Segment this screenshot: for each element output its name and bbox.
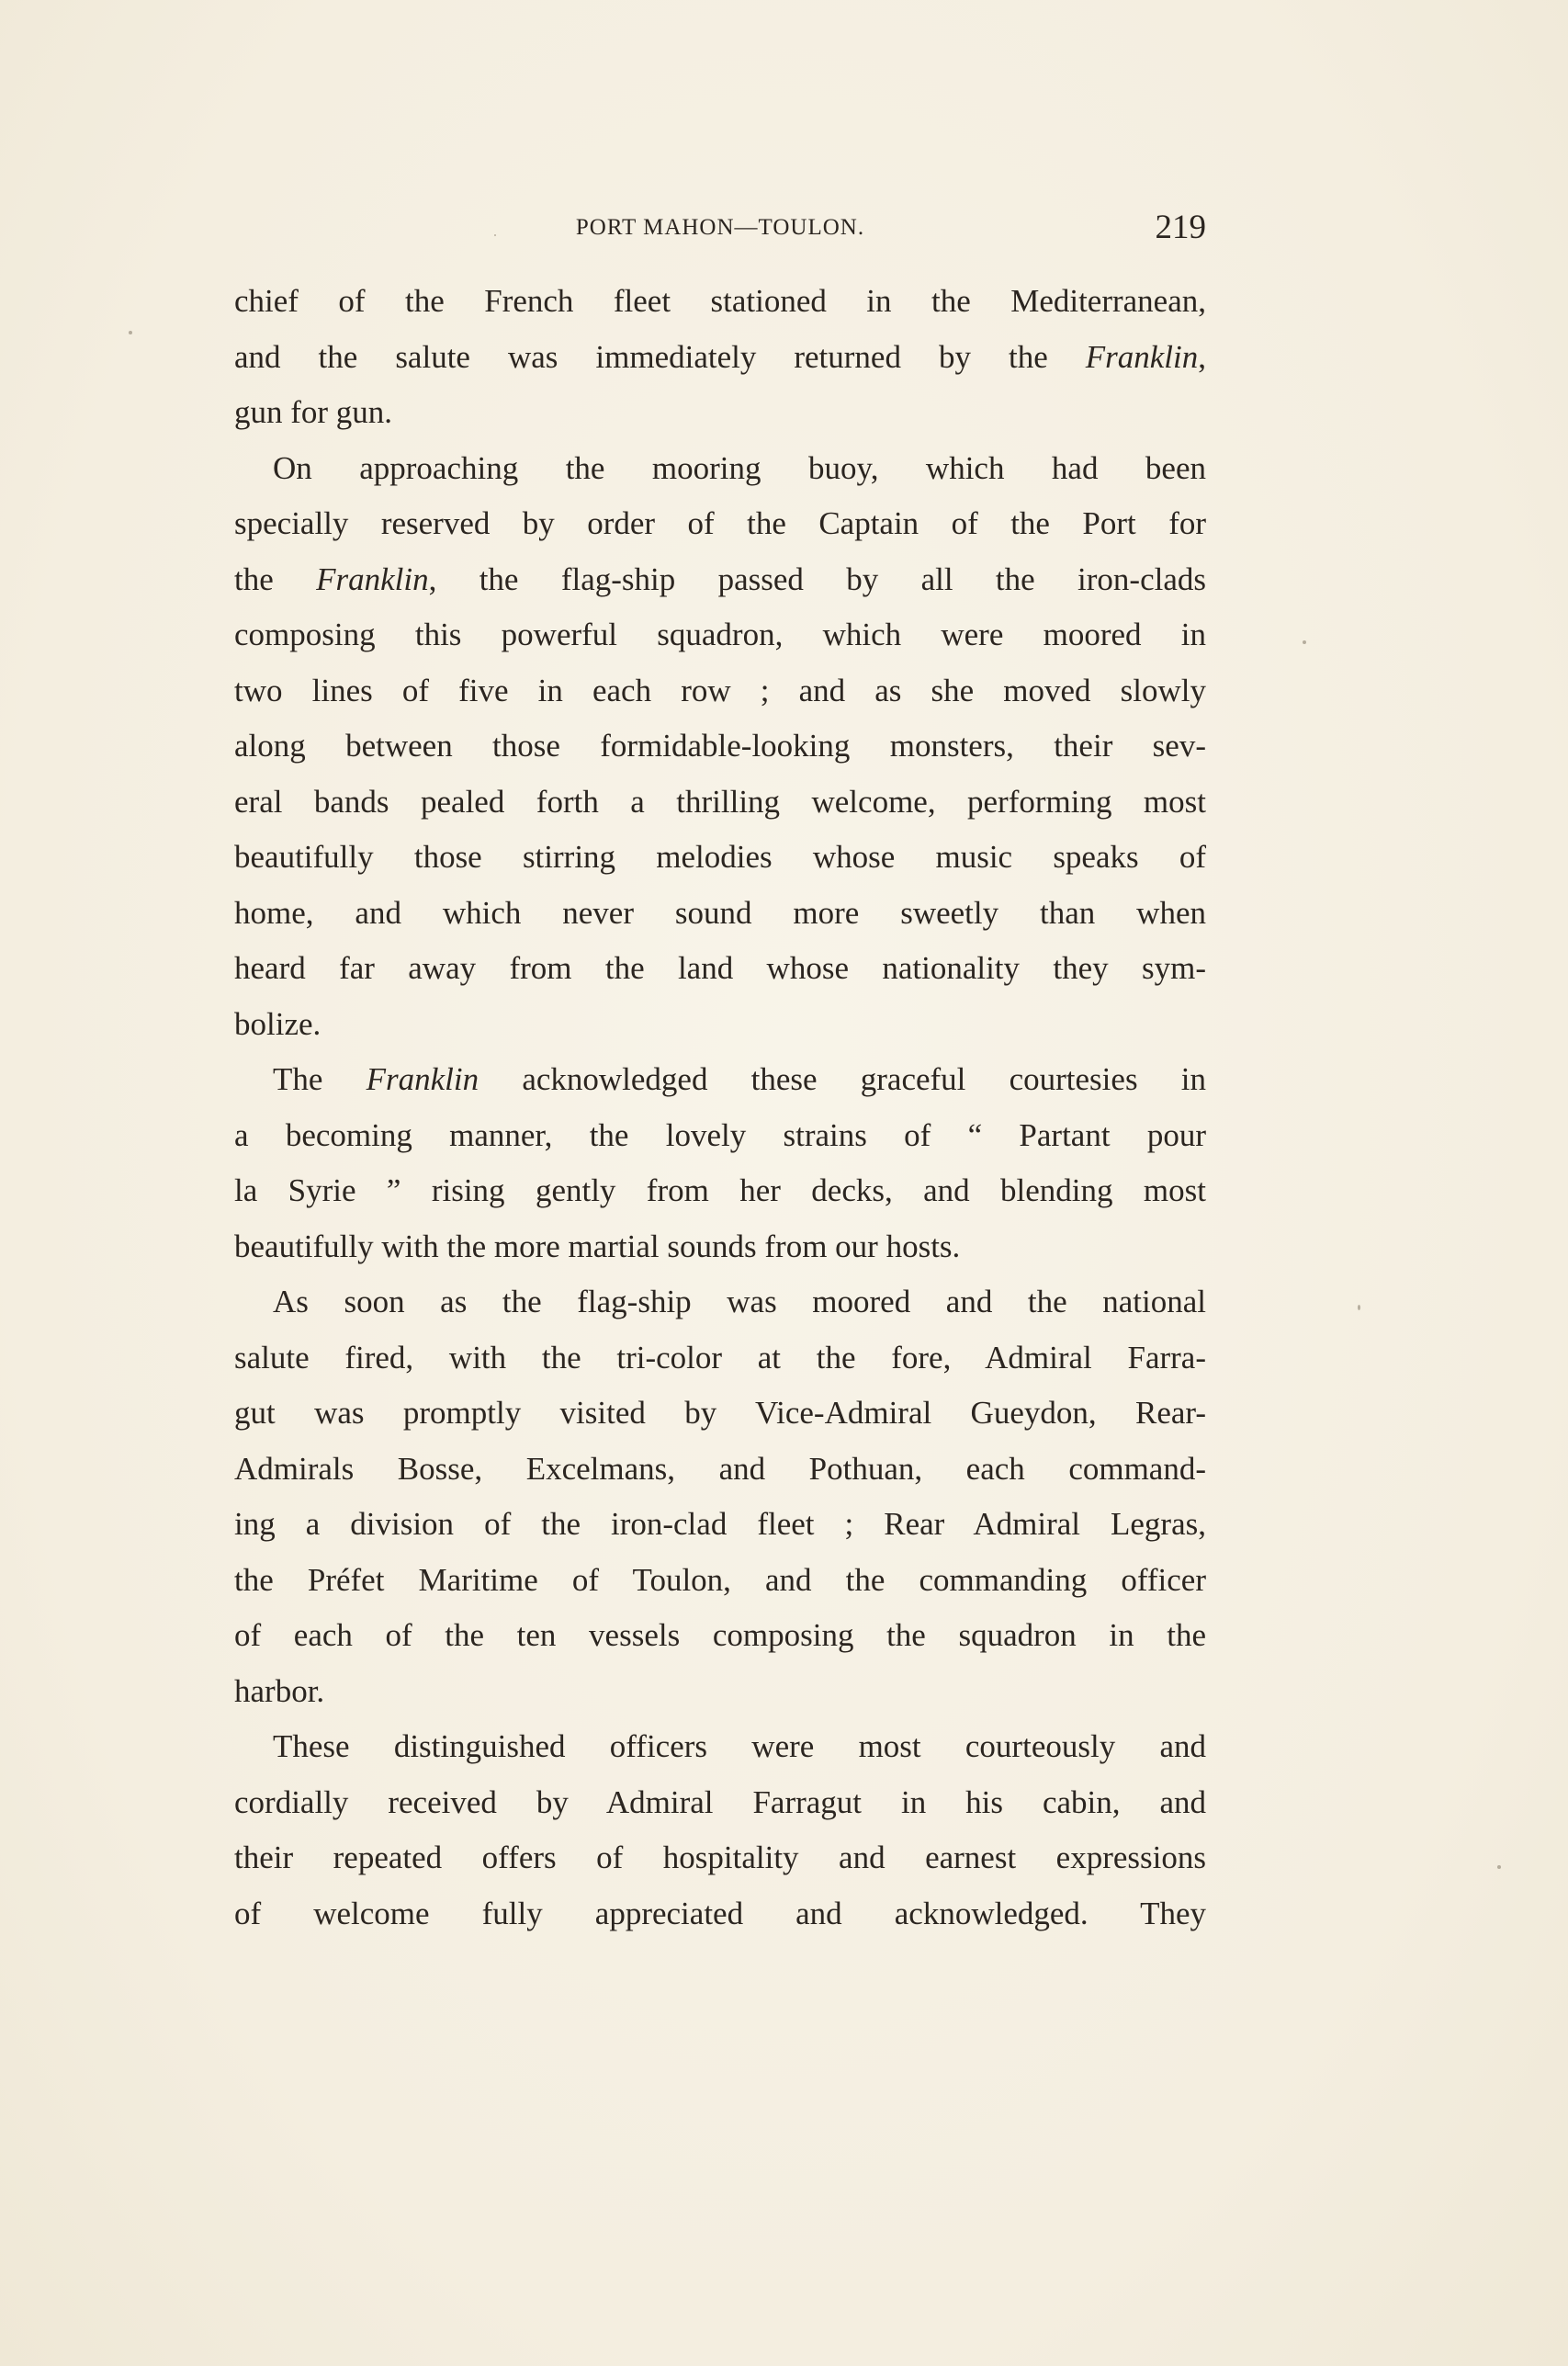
text-line: Admirals Bosse, Excelmans, and Pothuan, each command- bbox=[234, 1450, 1206, 1487]
text-line: their repeated offers of hospitality and earnest expressions bbox=[234, 1840, 1206, 1875]
paper-speck bbox=[1497, 1865, 1501, 1869]
text-line: The Franklin acknowledged these graceful courtesies in bbox=[273, 1061, 1206, 1097]
text-line: and the salute was immediately returned by the Franklin, bbox=[234, 338, 1206, 375]
page-number: 219 bbox=[1155, 209, 1206, 246]
ship-name: Franklin bbox=[1085, 338, 1199, 375]
running-head bbox=[234, 204, 1206, 250]
text-line: harbor. bbox=[234, 1672, 325, 1709]
text-line: beautifully those stirring melodies whose music speaks of bbox=[234, 839, 1206, 875]
text-line: heard far away from the land whose nationality they sym- bbox=[234, 950, 1206, 986]
text-line: of each of the ten vessels composing the squadron in the bbox=[234, 1617, 1206, 1653]
text-line: home, and which never sound more sweetly than when bbox=[234, 894, 1206, 931]
paper-speck bbox=[1358, 1305, 1360, 1310]
text-line: bolize. bbox=[234, 1005, 321, 1042]
text-line: cordially received by Admiral Farragut in his cabin, and bbox=[234, 1783, 1206, 1820]
body-text bbox=[234, 274, 1206, 1941]
text-line: As soon as the flag-ship was moored and the national bbox=[273, 1284, 1206, 1319]
paper-speck bbox=[494, 234, 496, 236]
text-line: gut was promptly visited by Vice-Admiral Gueydon, Rear- bbox=[234, 1395, 1206, 1431]
text-line: the Préfet Maritime of Toulon, and the commanding officer bbox=[234, 1561, 1206, 1598]
ship-name: Franklin bbox=[316, 560, 429, 597]
text-line: beautifully with the more martial sounds from our hosts. bbox=[234, 1228, 961, 1264]
text-line: of welcome fully appreciated and acknowledged. They bbox=[234, 1895, 1206, 1931]
text-line: gun for gun. bbox=[234, 394, 393, 430]
text-line: la Syrie ” rising gently from her decks, and blending most bbox=[234, 1172, 1206, 1208]
text-line: composing this powerful squadron, which were moored in bbox=[234, 617, 1206, 652]
text-line: eral bands pealed forth a thrilling welcome, performing most bbox=[234, 783, 1206, 820]
text-line: chief of the French fleet stationed in the Mediterranean, bbox=[234, 283, 1206, 319]
text-line: specially reserved by order of the Captain of the Port for bbox=[234, 505, 1206, 541]
text-line: ing a division of the iron-clad fleet ; Rear Admiral Legras, bbox=[234, 1506, 1206, 1542]
ship-name: Franklin bbox=[366, 1061, 479, 1097]
paper-speck bbox=[129, 331, 132, 334]
running-title: PORT MAHON—TOULON. bbox=[575, 215, 865, 240]
text-line: two lines of five in each row ; and as she moved slowly bbox=[234, 672, 1206, 708]
text-line: the Franklin, the flag-ship passed by all the iron-clads bbox=[234, 560, 1206, 597]
text-line: On approaching the mooring buoy, which had been bbox=[273, 449, 1206, 486]
text-line: These distinguished officers were most courteously and bbox=[273, 1728, 1206, 1764]
text-line: salute fired, with the tri-color at the fore, Admiral Farra- bbox=[234, 1339, 1206, 1375]
paper-speck bbox=[1303, 640, 1306, 644]
text-line: along between those formidable-looking monsters, their sev- bbox=[234, 728, 1206, 764]
text-line: a becoming manner, the lovely strains of “ Partant pour bbox=[234, 1116, 1206, 1153]
